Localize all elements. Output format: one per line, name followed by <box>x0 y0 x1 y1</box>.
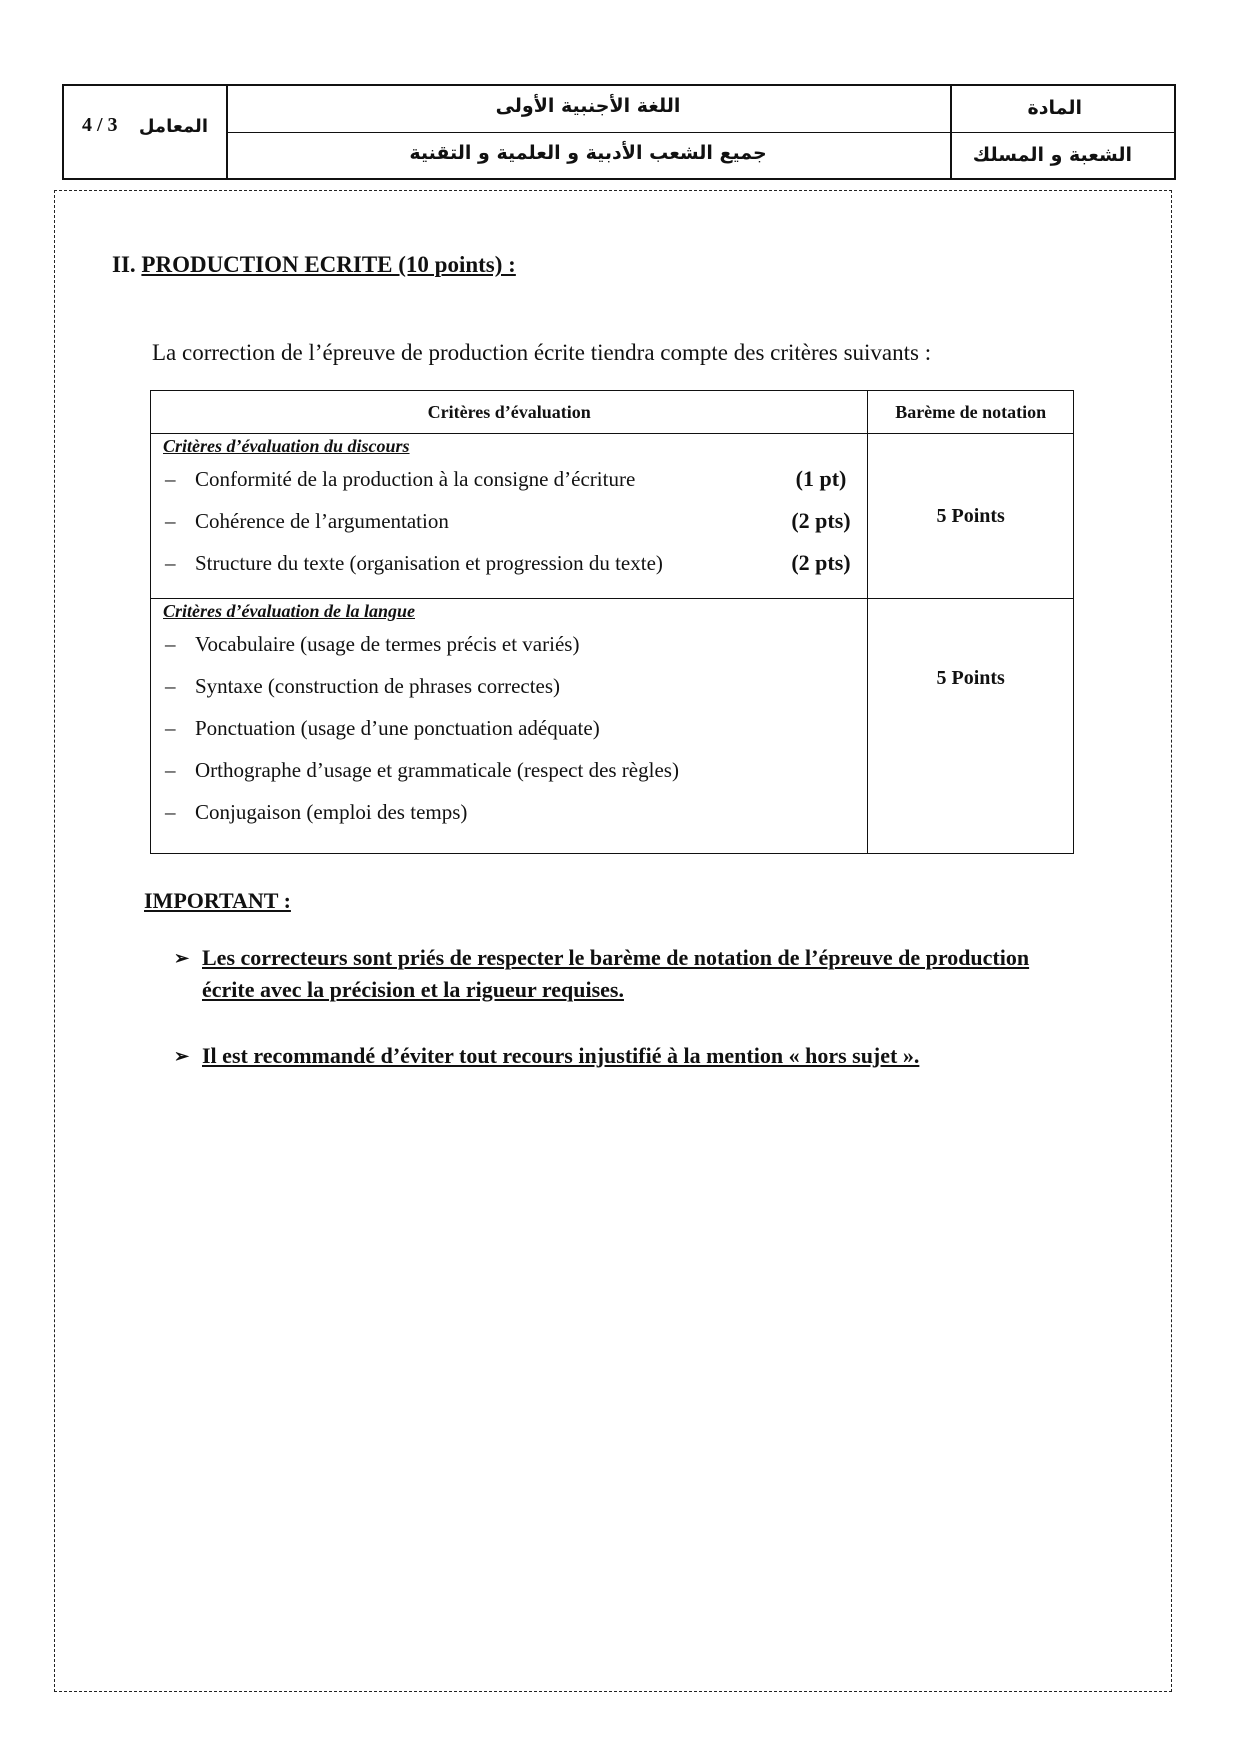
dash-bullet: – <box>165 758 176 782</box>
criteria-item: – Orthographe d’usage et grammaticale (respect des règles) <box>151 749 867 791</box>
coefficient-cell <box>64 86 228 178</box>
subject-value: اللغة الأجنبية الأولى <box>495 95 681 117</box>
group-score: 5 Points <box>868 599 1074 854</box>
arrow-bullet-icon: ➢ <box>174 1046 190 1066</box>
item-points: (2 pts) <box>791 508 851 533</box>
important-note: ➢ Les correcteurs sont priés de respecter le barème de notation de l’épreuve de production écrite avec la précision et la rigueur requises. <box>174 942 1094 1012</box>
criteria-item: – Cohérence de l’argumentation (2 pts) <box>151 500 867 542</box>
coefficient-value: 4 / 3 <box>82 114 118 136</box>
stream-value: جميع الشعب الأدبية و العلمية و التقنية <box>409 142 767 164</box>
dash-bullet: – <box>165 467 176 491</box>
header-divider <box>228 132 1174 133</box>
criteria-group-discourse <box>151 434 1074 599</box>
group-title: Critères d’évaluation du discours <box>163 436 410 456</box>
criteria-column-header: Critères d’évaluation <box>151 391 868 434</box>
criteria-item: – Structure du texte (organisation et progression du texte) (2 pts) <box>151 542 867 584</box>
group-title: Critères d’évaluation de la langue <box>163 601 415 621</box>
important-title: IMPORTANT : <box>144 888 291 913</box>
dash-bullet: – <box>165 716 176 740</box>
criteria-item: – Ponctuation (usage d’une ponctuation adéquate) <box>151 707 867 749</box>
criteria-group-language <box>151 599 1074 854</box>
header-table <box>62 84 1176 180</box>
intro-text: La correction de l’épreuve de production écrite tiendra compte des critères suivants : <box>152 340 932 365</box>
scale-column-header: Barème de notation <box>868 391 1074 434</box>
group-score: 5 Points <box>868 434 1074 599</box>
criteria-item: – Conjugaison (emploi des temps) <box>151 791 867 833</box>
item-points: (1 pt) <box>795 466 847 491</box>
dash-bullet: – <box>165 674 176 698</box>
criteria-table <box>150 390 1074 854</box>
section-number: II. <box>112 252 136 277</box>
criteria-item: – Syntaxe (construction de phrases correctes) <box>151 665 867 707</box>
arrow-bullet-icon: ➢ <box>174 948 190 968</box>
important-note: ➢ Il est recommandé d’éviter tout recours injustifié à la mention « hors sujet ». <box>174 1040 1094 1080</box>
dash-bullet: – <box>165 509 176 533</box>
section-title <box>112 252 516 278</box>
dash-bullet: – <box>165 800 176 824</box>
dash-bullet: – <box>165 632 176 656</box>
criteria-item: – Conformité de la production à la consigne d’écriture (1 pt) <box>151 458 867 500</box>
coefficient-label: المعامل <box>138 116 208 137</box>
section-heading: PRODUCTION ECRITE (10 points) : <box>141 252 516 277</box>
subject-label: المادة <box>1027 97 1082 119</box>
stream-label: الشعبة و المسلك <box>972 144 1132 166</box>
item-points: (2 pts) <box>791 550 851 575</box>
criteria-item: – Vocabulaire (usage de termes précis et variés) <box>151 623 867 665</box>
dash-bullet: – <box>165 551 176 575</box>
